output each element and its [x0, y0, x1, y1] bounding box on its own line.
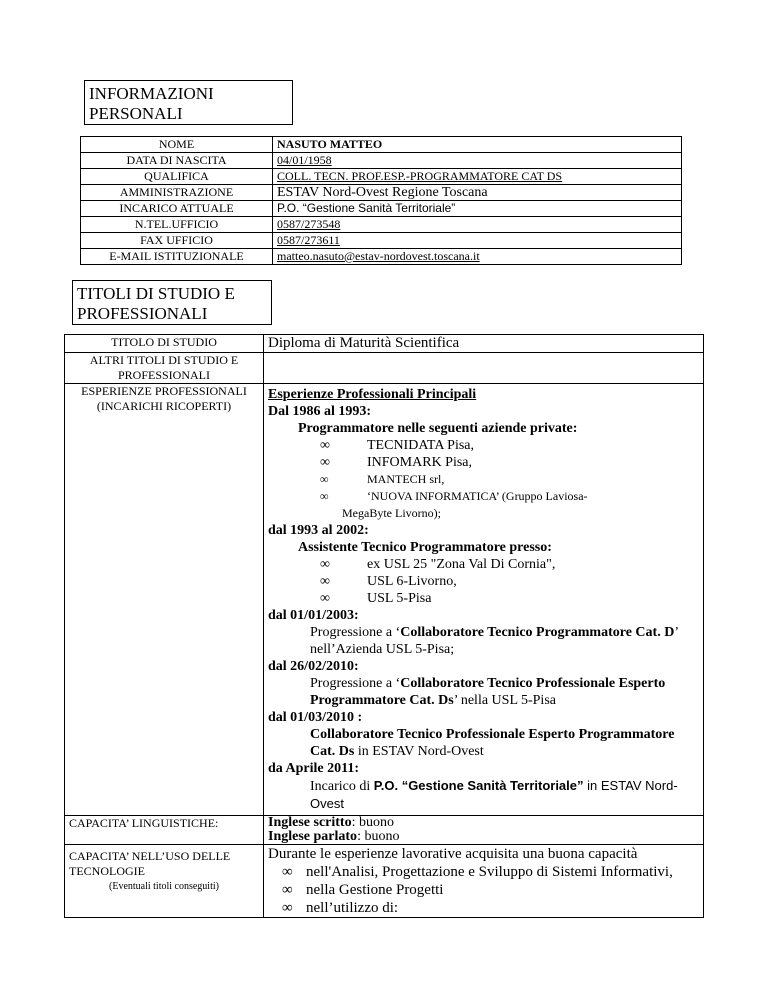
label-fax: FAX UFFICIO	[81, 233, 273, 249]
tech-intro: Durante le esperienze lavorative acquisita una buona capacità	[268, 846, 638, 862]
period-3: dal 01/01/2003:	[268, 608, 359, 623]
period-4: dal 26/02/2010:	[268, 659, 359, 674]
label-tel: N.TEL.UFFICIO	[81, 217, 273, 233]
table-row	[65, 353, 704, 384]
table-row	[65, 845, 704, 918]
value-altri-titoli	[264, 353, 704, 384]
text-6: Incarico di P.O. “Gestione Sanità Territoriale” in ESTAV Nord-Ovest	[310, 778, 678, 811]
infinity-bullet-icon: ∞	[282, 900, 293, 916]
value-qualifica: COLL. TECN. PROF.ESP.-PROGRAMMATORE CAT DS	[273, 169, 682, 185]
infinity-bullet-icon: ∞	[320, 455, 330, 470]
table-row	[81, 185, 682, 201]
value-incarico: P.O. “Gestione Sanità Territoriale”	[273, 201, 682, 217]
text-4: Progressione a ‘Collaboratore Tecnico Professionale Esperto Programmatore Cat. Ds’ nella USL 5-Pisa	[310, 676, 666, 708]
list-item: ∞ ex USL 25 "Zona Val Di Cornia",	[320, 557, 556, 572]
value-tecnologie	[264, 845, 704, 918]
esperienze-heading: Esperienze Professionali Principali	[268, 387, 477, 402]
tech-note: (Eventuali titoli conseguiti)	[109, 881, 219, 892]
label-linguistiche: CAPACITA’ LINGUISTICHE:	[65, 816, 264, 845]
list-item-cont: MegaByte Livorno);	[342, 506, 441, 520]
label-amministrazione: AMMINISTRAZIONE	[81, 185, 273, 201]
label-tecnologie: CAPACITA’ NELL’USO DELLE TECNOLOGIE (Eventuali titoli conseguiti)	[65, 845, 264, 918]
text-5: Collaboratore Tecnico Professionale Esperto Programmatore Cat. Ds in ESTAV Nord-Ovest	[310, 727, 675, 759]
value-titolo-studio: Diploma di Maturità Scientifica	[264, 335, 704, 353]
table-row	[81, 201, 682, 217]
list-item: ∞ nella Gestione Progetti	[282, 882, 444, 898]
infinity-bullet-icon: ∞	[320, 489, 329, 503]
table-row	[65, 384, 704, 816]
esperienze-content	[264, 384, 704, 816]
text-3: Progressione a ‘Collaboratore Tecnico Programmatore Cat. D’ nell’Azienda USL 5-Pisa;	[310, 625, 678, 657]
label-esperienze: ESPERIENZE PROFESSIONALI (INCARICHI RICOPERTI)	[65, 384, 264, 816]
list-item: ∞ USL 6-Livorno,	[320, 574, 457, 589]
infinity-bullet-icon: ∞	[282, 882, 293, 898]
value-nome: NASUTO MATTEO	[273, 137, 682, 153]
list-item: ∞ INFOMARK Pisa,	[320, 455, 473, 470]
personal-info-table	[80, 136, 682, 265]
infinity-bullet-icon: ∞	[320, 591, 330, 606]
list-item: ∞ ‘NUOVA INFORMATICA’ (Gruppo Laviosa-	[320, 489, 588, 503]
label-incarico: INCARICO ATTUALE	[81, 201, 273, 217]
list-item: ∞ USL 5-Pisa	[320, 591, 432, 606]
table-row	[81, 153, 682, 169]
period-1: Dal 1986 al 1993:	[268, 404, 372, 419]
value-linguistiche: Inglese scritto: buono Inglese parlato: buono	[264, 816, 704, 845]
section-title-studies: TITOLI DI STUDIO E PROFESSIONALI	[72, 280, 272, 325]
table-row	[81, 233, 682, 249]
label-altri-titoli: ALTRI TITOLI DI STUDIO E PROFESSIONALI	[65, 353, 264, 384]
table-row	[65, 816, 704, 845]
studies-table	[64, 334, 704, 918]
section-title-personal: INFORMAZIONI PERSONALI	[84, 80, 293, 125]
label-nome: NOME	[81, 137, 273, 153]
value-email-link[interactable]: matteo.nasuto@estav-nordovest.toscana.it	[273, 249, 682, 265]
period-6: da Aprile 2011:	[268, 761, 360, 776]
table-row	[81, 137, 682, 153]
value-tel: 0587/273548	[273, 217, 682, 233]
role-1: Programmatore nelle seguenti aziende private:	[298, 421, 578, 436]
list-item: ∞ TECNIDATA Pisa,	[320, 438, 474, 453]
value-amministrazione: ESTAV Nord-Ovest Regione Toscana	[273, 185, 682, 201]
label-email: E-MAIL ISTITUZIONALE	[81, 249, 273, 265]
list-item: ∞ nell’utilizzo di:	[282, 900, 399, 916]
table-row	[65, 335, 704, 353]
period-2: dal 1993 al 2002:	[268, 523, 369, 538]
period-5: dal 01/03/2010 :	[268, 710, 363, 725]
infinity-bullet-icon: ∞	[320, 574, 330, 589]
value-data-nascita: 04/01/1958	[273, 153, 682, 169]
table-row	[81, 169, 682, 185]
label-data-nascita: DATA DI NASCITA	[81, 153, 273, 169]
label-qualifica: QUALIFICA	[81, 169, 273, 185]
list-item: ∞ nell'Analisi, Progettazione e Sviluppo di Sistemi Informativi,	[282, 864, 673, 880]
table-row	[81, 249, 682, 265]
label-titolo-studio: TITOLO DI STUDIO	[65, 335, 264, 353]
table-row	[81, 217, 682, 233]
infinity-bullet-icon: ∞	[282, 864, 293, 880]
role-2: Assistente Tecnico Programmatore presso:	[298, 540, 552, 555]
value-fax: 0587/273611	[273, 233, 682, 249]
list-item: ∞ MANTECH srl,	[320, 472, 445, 486]
infinity-bullet-icon: ∞	[320, 438, 330, 453]
infinity-bullet-icon: ∞	[320, 557, 330, 572]
infinity-bullet-icon: ∞	[320, 472, 329, 486]
